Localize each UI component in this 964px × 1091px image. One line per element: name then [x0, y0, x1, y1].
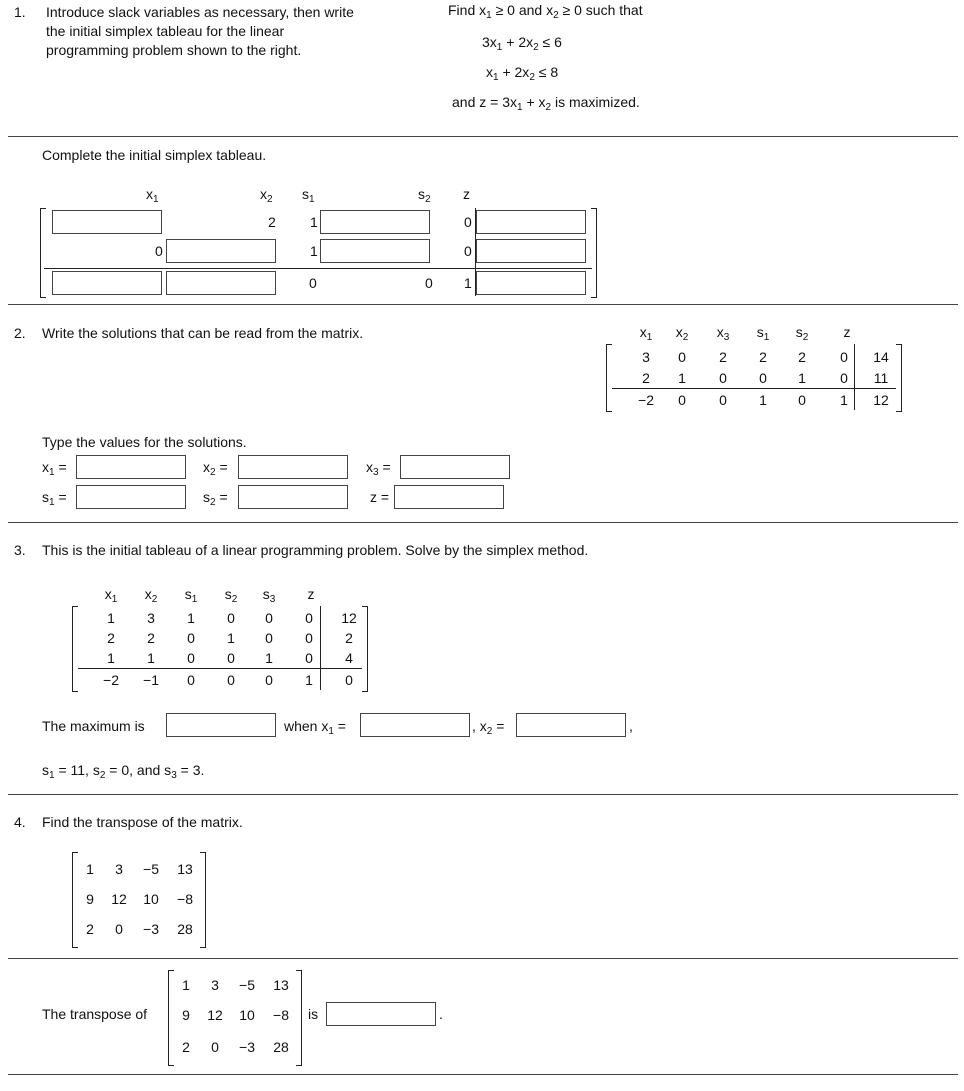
q2-cell: 0: [678, 349, 686, 365]
q1-input-r3-rhs[interactable]: [476, 271, 586, 295]
q3-cell: 1: [107, 650, 115, 666]
q2-x3-label: $x_3$ =: [366, 459, 391, 478]
q4-transpose-matrix: [168, 970, 308, 1066]
q4-is-label: is: [308, 1006, 319, 1022]
q4-right-bracket: [200, 852, 206, 948]
q1-complete-label: Complete the initial simplex tableau.: [42, 147, 267, 163]
q1-instruction-line1: Introduce slack variables as necessary, then write: [46, 4, 354, 20]
q2-cell: 0: [840, 349, 848, 365]
q1-right-bracket: [591, 208, 597, 298]
q1-input-r2-x2[interactable]: [166, 239, 276, 263]
q2-cell: −2: [638, 392, 654, 408]
q3-cell: 0: [187, 650, 195, 666]
q2-cell: 0: [759, 370, 767, 386]
divider: [8, 958, 958, 959]
q4-transpose-cell: 3: [211, 977, 219, 993]
q4-transpose-label: The transpose of: [42, 1006, 148, 1022]
q4-cell: 9: [86, 891, 94, 907]
q1-instruction-line2: the initial simplex tableau for the linear: [46, 23, 285, 39]
q2-header-s1: $s_1$: [756, 324, 770, 343]
q3-cell: 0: [265, 630, 273, 646]
q1-objective-row-divider: [44, 268, 592, 269]
q2-x2-label: $x_2$ =: [203, 459, 228, 478]
q3-cell: 1: [265, 650, 273, 666]
q3-header-s2: $s_2$: [224, 586, 238, 605]
q2-x3-input[interactable]: [400, 455, 510, 479]
q3-cell: 1: [147, 650, 155, 666]
q2-header-z: z: [843, 324, 851, 340]
q1-cell-r1-z: 0: [464, 214, 472, 230]
q1-header-x2: $x_2$: [260, 186, 273, 205]
q4-transpose-cell: 13: [273, 977, 289, 993]
q3-cell: 1: [305, 672, 313, 688]
q1-header-s1: $s_1$: [302, 186, 315, 205]
q1-cell-r3-z: 1: [464, 275, 472, 291]
q1-instruction-line3: programming problem shown to the right.: [46, 42, 302, 58]
q4-cell: 13: [177, 861, 193, 877]
q3-cell: 2: [147, 630, 155, 646]
q3-cell: 0: [227, 672, 235, 688]
q3-header-s3: $s_3$: [262, 586, 276, 605]
q2-cell: 3: [642, 349, 650, 365]
q2-cell: 0: [840, 370, 848, 386]
divider: [8, 304, 958, 305]
q3-cell: 4: [345, 650, 353, 666]
q2-header-x2: $x_2$: [675, 324, 689, 343]
q1-cell-r3-s1: 0: [309, 275, 317, 291]
q3-tableau: [80, 582, 380, 694]
q3-x1-input[interactable]: [360, 713, 470, 737]
q4-transpose-answer-input[interactable]: [326, 1002, 436, 1026]
q4-instruction: Find the transpose of the matrix.: [42, 814, 243, 830]
q4-cell: 1: [86, 861, 94, 877]
q2-cell: 2: [759, 349, 767, 365]
q2-number: 2.: [14, 325, 26, 341]
q4-transpose-cell: −8: [273, 1007, 289, 1023]
q3-when-x1-label: when $x_1$ =: [284, 718, 346, 737]
q3-header-x2: $x_2$: [144, 586, 158, 605]
divider: [8, 522, 958, 523]
q1-input-r2-s2[interactable]: [320, 239, 430, 263]
q1-input-r2-rhs[interactable]: [476, 239, 586, 263]
q3-max-input[interactable]: [166, 713, 276, 737]
q4-period: .: [439, 1006, 443, 1022]
q3-x2-input[interactable]: [516, 713, 626, 737]
q4-transpose-cell: 10: [239, 1007, 255, 1023]
q2-z-input[interactable]: [394, 485, 504, 509]
q2-type-values-label: Type the values for the solutions.: [42, 434, 247, 450]
q2-cell: 1: [840, 392, 848, 408]
q1-input-r3-x2[interactable]: [166, 271, 276, 295]
q1-input-r1-rhs[interactable]: [476, 210, 586, 234]
q2-cell: 0: [719, 370, 727, 386]
q2-cell: 1: [759, 392, 767, 408]
q4-cell: −8: [177, 891, 193, 907]
q4-cell: 2: [86, 921, 94, 937]
q4-transpose-cell: −3: [239, 1039, 255, 1055]
q3-cell: −2: [103, 672, 119, 688]
q1-input-r1-s2[interactable]: [320, 210, 430, 234]
q1-header-s2: $s_2$: [418, 186, 431, 205]
q3-cell: 0: [187, 672, 195, 688]
q3-cell: 2: [345, 630, 353, 646]
q2-cell: 0: [678, 392, 686, 408]
q4-transpose-right-bracket: [296, 970, 302, 1066]
q4-cell: −3: [143, 921, 159, 937]
q1-cell-r1-s1: 1: [310, 214, 318, 230]
q1-cell-r2-z: 0: [464, 243, 472, 259]
q4-cell: 10: [143, 891, 159, 907]
q1-objective: and $z = 3x_1 + x_2$ is maximized.: [452, 94, 640, 113]
q4-transpose-cell: −5: [239, 977, 255, 993]
q3-left-bracket: [72, 606, 78, 692]
q1-header-z: z: [463, 186, 470, 202]
q2-cell: 0: [798, 392, 806, 408]
q3-cell: 0: [305, 650, 313, 666]
q1-constraint-1: $3x_1 + 2x_2 \le 6$: [482, 34, 562, 53]
q2-x1-label: $x_1$ =: [42, 459, 67, 478]
q1-input-r3-x1[interactable]: [52, 271, 162, 295]
q2-cell: 1: [798, 370, 806, 386]
q3-cell: 0: [227, 650, 235, 666]
q3-cell: 0: [345, 672, 353, 688]
q2-x1-input[interactable]: [76, 455, 186, 479]
divider: [8, 136, 958, 137]
q2-x2-input[interactable]: [238, 455, 348, 479]
q1-input-r1-x1[interactable]: [52, 210, 162, 234]
q1-cell-r2-x1: 0: [155, 243, 163, 259]
q3-cell: 1: [107, 610, 115, 626]
q4-cell: 0: [115, 921, 123, 937]
q3-cell: 0: [305, 610, 313, 626]
q1-cell-r2-s1: 1: [310, 243, 318, 259]
q2-s2-label: $s_2$ =: [203, 489, 228, 508]
q1-constraint-2: $x_1 + 2x_2 \le 8$: [486, 64, 559, 83]
q3-cell: 12: [341, 610, 357, 626]
q4-transpose-cell: 9: [182, 1007, 190, 1023]
q1-header-x1: $x_1$: [146, 186, 159, 205]
q3-cell: 0: [227, 610, 235, 626]
q1-number: 1.: [14, 4, 26, 20]
q2-right-bracket: [896, 344, 902, 412]
q2-cell: 14: [873, 349, 889, 365]
q1-cell-r3-s2: 0: [425, 275, 433, 291]
q3-number: 3.: [14, 542, 26, 558]
q3-cell: 1: [187, 610, 195, 626]
q4-transpose-cell: 2: [182, 1039, 190, 1055]
q4-cell: 3: [115, 861, 123, 877]
q2-s1-input[interactable]: [76, 485, 186, 509]
q3-header-z: z: [307, 586, 315, 602]
q3-cell: 0: [187, 630, 195, 646]
q3-cell: 1: [227, 630, 235, 646]
q3-instruction: This is the initial tableau of a linear programming problem. Solve by the simplex method.: [42, 542, 589, 558]
q3-cell: 2: [107, 630, 115, 646]
q2-cell: 2: [719, 349, 727, 365]
q2-matrix: [626, 320, 906, 420]
q2-left-bracket: [606, 344, 612, 412]
q3-cell: −1: [143, 672, 159, 688]
q2-cell: 11: [873, 370, 889, 386]
q4-number: 4.: [14, 814, 26, 830]
q2-cell: 2: [642, 370, 650, 386]
q2-cell: 1: [678, 370, 686, 386]
q2-cell: 2: [798, 349, 806, 365]
q3-cell: 0: [305, 630, 313, 646]
q2-z-label: z =: [370, 489, 390, 505]
q3-slack-values: $s_1 = 11$, $s_2 = 0$, and $s_3 = 3$.: [42, 762, 205, 781]
divider: [8, 794, 958, 795]
q4-cell: 28: [177, 921, 193, 937]
q1-left-bracket: [40, 208, 46, 298]
q4-transpose-cell: 0: [211, 1039, 219, 1055]
q3-header-x1: $x_1$: [104, 586, 118, 605]
q4-cell: 12: [111, 891, 127, 907]
q3-header-s1: $s_1$: [184, 586, 198, 605]
q3-comma: ,: [629, 718, 633, 734]
q3-max-label: The maximum is: [42, 718, 145, 734]
q4-transpose-cell: 1: [182, 977, 190, 993]
q3-cell: 0: [265, 610, 273, 626]
q1-find-statement: Find $x_1 \ge 0$ and $x_2 \ge 0$ such that: [448, 2, 643, 21]
divider: [8, 1074, 958, 1075]
q2-header-s2: $s_2$: [795, 324, 809, 343]
q3-cell: 0: [265, 672, 273, 688]
q4-transpose-cell: 12: [207, 1007, 223, 1023]
q2-instruction: Write the solutions that can be read from the matrix.: [42, 325, 364, 341]
q3-cell: 3: [147, 610, 155, 626]
q1-cell-r1-x2: 2: [268, 214, 276, 230]
q2-header-x1: $x_1$: [639, 324, 653, 343]
q3-x2-label: , $x_2$ =: [472, 718, 505, 737]
q2-header-x3: $x_3$: [716, 324, 730, 343]
q4-cell: −5: [143, 861, 159, 877]
q4-transpose-cell: 28: [273, 1039, 289, 1055]
q2-cell: 12: [873, 392, 889, 408]
q2-cell: 0: [719, 392, 727, 408]
q2-s1-label: $s_1$ =: [42, 489, 67, 508]
q4-matrix: [72, 852, 212, 948]
q2-s2-input[interactable]: [238, 485, 348, 509]
